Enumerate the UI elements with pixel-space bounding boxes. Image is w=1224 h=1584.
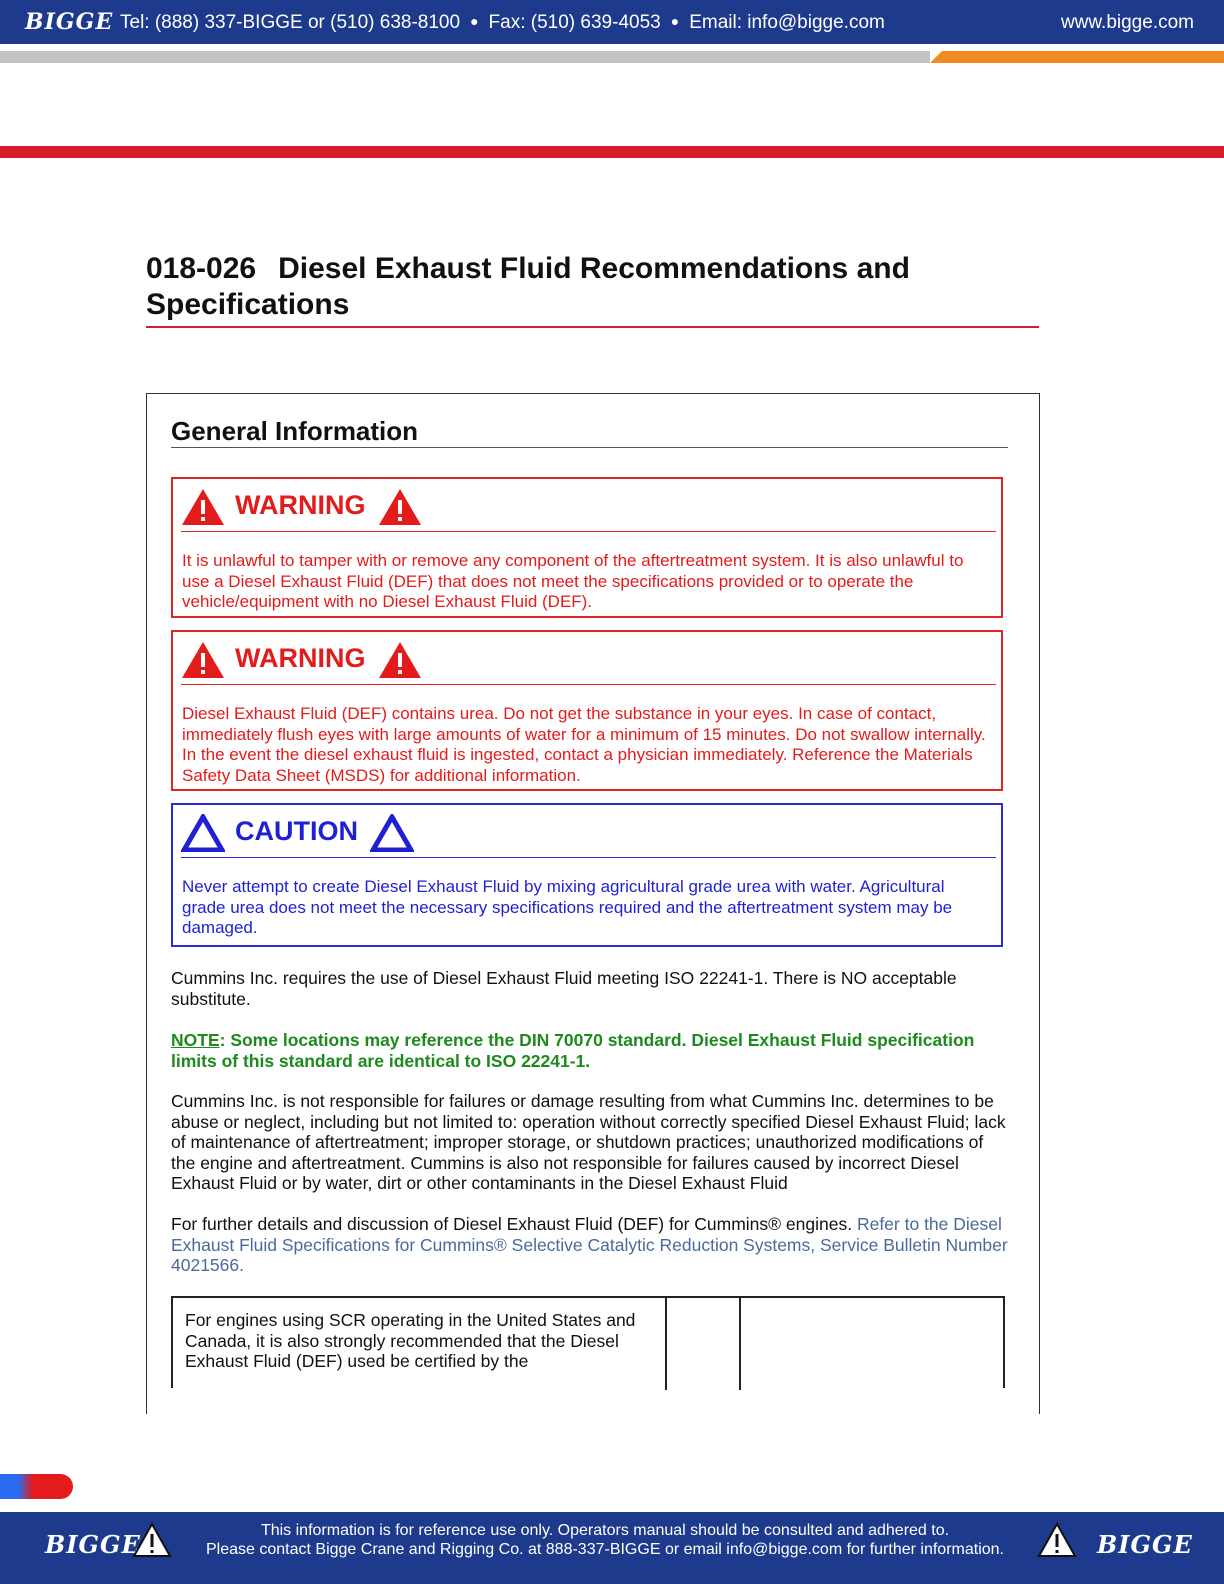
top-header-bar xyxy=(0,0,1224,44)
caution-header xyxy=(181,813,414,853)
bigge-logo[interactable]: BIGGE xyxy=(25,9,114,35)
warning-text: It is unlawful to tamper with or remove any component of the aftertreatment system. It is also unlawful to use a Diesel Exhaust Fluid (DEF) that does not meet the specifications provided or to operate the vehicle/equipment with no Diesel Exhaust Fluid (DEF). xyxy=(182,551,964,611)
warning-triangle-icon xyxy=(181,488,225,526)
warning-text: Diesel Exhaust Fluid (DEF) contains urea. Do not get the substance in your eyes. In case of contact, immediately flush eyes with large amounts of water for a minimum of 15 minutes. Do not swallow internally. In the event the diesel exhaust fluid is ingested, contact a physician immediately. Reference the Materials Safety Data Sheet (MSDS) for additional information. xyxy=(182,704,986,785)
warning-triangle-icon xyxy=(1037,1522,1077,1558)
warning-box xyxy=(171,477,1003,618)
section-heading: General Information xyxy=(171,416,419,446)
separator-dot: ● xyxy=(670,13,680,29)
liability-paragraph: Cummins Inc. is not responsible for failures or damage resulting from what Cummins Inc. determines to be abuse or neglect, including but not limited to: operation without correctly specified Diesel Exhaust Fluid; lack of maintenance of aftertreatment; improper storage, or shutdown practices; unauthorized modifications of the engine and aftertreatment. Cummins is also not responsible for failures caused by incorrect Diesel Exhaust Fluid or by water, dirt or other contaminants in the Diesel Exhaust Fluid xyxy=(171,1091,1006,1193)
disclaimer-line: Please contact Bigge Crane and Rigging Co. at 888-337-BIGGE or email info@bigge.com for further information. xyxy=(206,1541,1004,1558)
warning-triangle-icon xyxy=(378,488,422,526)
decorative-orange-strip xyxy=(930,51,1224,63)
section-divider xyxy=(171,447,1008,448)
requirement-paragraph: Cummins Inc. requires the use of Diesel Exhaust Fluid meeting ISO 22241-1. There is NO acceptable substitute. xyxy=(171,968,957,1009)
warning-header xyxy=(181,640,422,680)
side-page-tab[interactable] xyxy=(0,1474,73,1499)
disclaimer-line: This information is for reference use only. Operators manual should be consulted and adhered to. xyxy=(260,1522,950,1539)
warning-box xyxy=(171,630,1003,791)
website-link[interactable]: www.bigge.com xyxy=(1060,12,1194,33)
table-column-divider xyxy=(739,1298,741,1390)
email-link[interactable]: Email: info@bigge.com xyxy=(689,12,885,33)
contact-info xyxy=(120,12,885,34)
decorative-red-rule xyxy=(0,146,1224,158)
warning-divider xyxy=(181,684,996,685)
document-code: 018-026 xyxy=(146,252,257,285)
phone-text[interactable]: Tel: (888) 337-BIGGE or (510) 638-8100 xyxy=(120,12,461,33)
content-frame xyxy=(146,393,1040,1414)
page-title xyxy=(146,251,1036,323)
certification-table xyxy=(171,1296,1005,1388)
caution-triangle-icon xyxy=(181,814,225,852)
note-text: : Some locations may reference the DIN 70070 standard. Diesel Exhaust Fluid specification limits of this standard are identical to ISO 22241-1. xyxy=(171,1030,975,1071)
reference-paragraph xyxy=(171,1214,1011,1276)
note-tag: NOTE xyxy=(171,1030,220,1050)
table-cell: For engines using SCR operating in the United States and Canada, it is also strongly recommended that the Diesel Exhaust Fluid (DEF) used be certified by the xyxy=(185,1310,636,1371)
bigge-logo[interactable]: BIGGE xyxy=(45,1530,141,1559)
warning-label: WARNING xyxy=(235,642,366,673)
warning-label: WARNING xyxy=(235,489,366,520)
warning-header xyxy=(181,487,422,527)
warning-divider xyxy=(181,531,996,532)
caution-triangle-icon xyxy=(370,814,414,852)
separator-dot: ● xyxy=(470,13,479,29)
title-divider xyxy=(146,326,1039,328)
caution-divider xyxy=(181,857,996,858)
warning-triangle-icon xyxy=(132,1522,172,1558)
bigge-logo[interactable]: BIGGE xyxy=(1097,1530,1193,1559)
decorative-gray-strip xyxy=(0,51,930,63)
reference-lead-text: For further details and discussion of Diesel Exhaust Fluid (DEF) for Cummins® engines. xyxy=(171,1214,857,1234)
caution-label: CAUTION xyxy=(235,815,358,846)
footer-bar xyxy=(0,1512,1224,1584)
footer-disclaimer xyxy=(180,1521,1030,1559)
fax-text: Fax: (510) 639-4053 xyxy=(488,12,661,33)
warning-triangle-icon xyxy=(378,641,422,679)
service-bulletin-link[interactable]: Refer to the Diesel Exhaust Fluid Specifications for Cummins® Selective Catalytic Reduction Systems, Service Bulletin Number 4021566. xyxy=(171,1214,1008,1275)
note-paragraph xyxy=(171,1030,1011,1071)
table-column-divider xyxy=(665,1298,667,1390)
document-title: Diesel Exhaust Fluid Recommendations and Specifications xyxy=(146,252,910,321)
caution-text: Never attempt to create Diesel Exhaust Fluid by mixing agricultural grade urea with water. Agricultural grade urea does not meet the necessary specifications required and the aftertreatment system may be damaged. xyxy=(182,877,953,937)
caution-box xyxy=(171,803,1003,947)
warning-triangle-icon xyxy=(181,641,225,679)
